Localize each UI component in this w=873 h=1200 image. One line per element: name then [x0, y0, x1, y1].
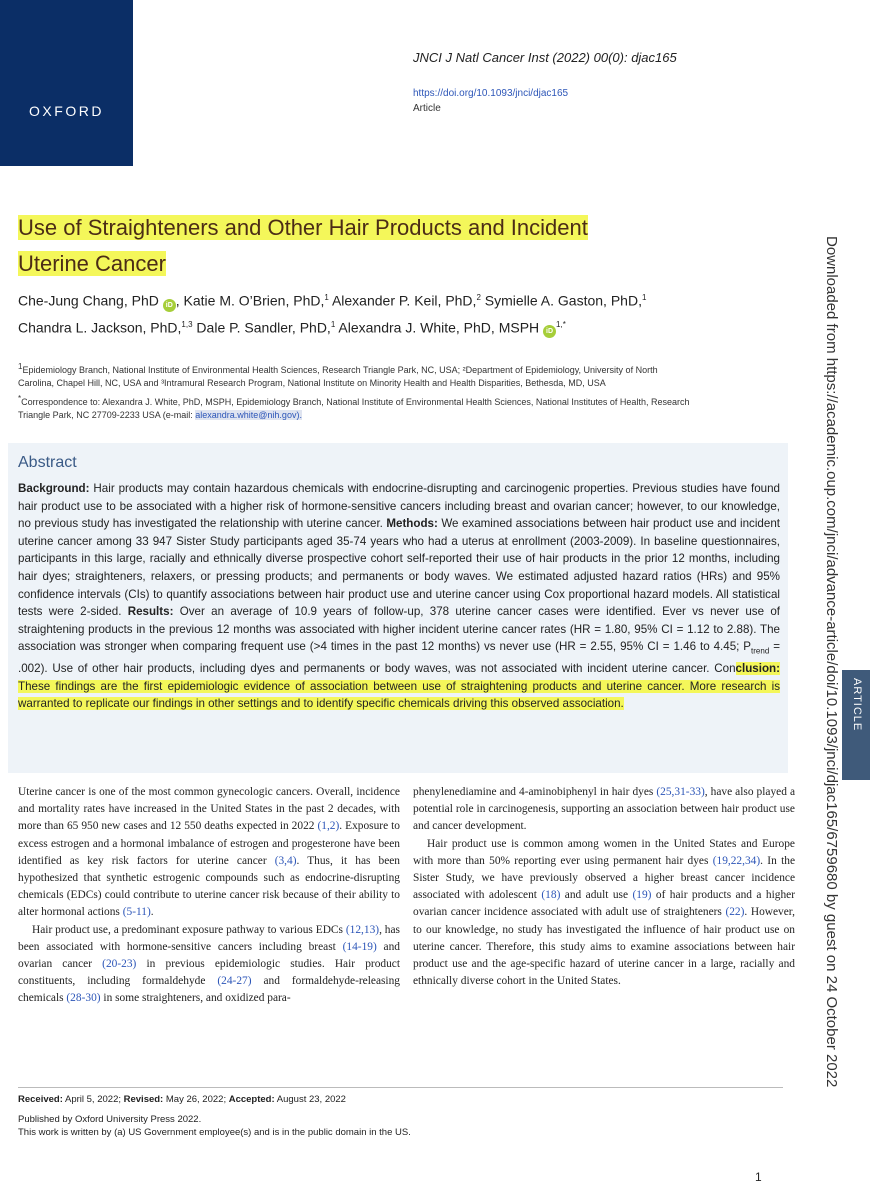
- page-title: Use of Straighteners and Other Hair Products and Incident Uterine Cancer: [18, 215, 588, 276]
- footer-divider: [18, 1087, 783, 1088]
- page-number: 1: [755, 1170, 762, 1184]
- doi-link[interactable]: https://doi.org/10.1093/jnci/djac165: [413, 88, 569, 99]
- abstract-heading: Abstract: [18, 454, 77, 471]
- publisher-note: Published by Oxford University Press 2022.: [18, 1114, 202, 1125]
- article-type: Article: [413, 103, 441, 114]
- history-dates: Received: April 5, 2022; Revised: May 26, 2022; Accepted: August 23, 2022: [18, 1094, 346, 1105]
- affiliations: $^1$Epidemiology Branch, National Institute of Environmental Health Sciences, Research Triangle Park, NC, USA; ²Department of Epidemiology, University of North Carolina, Chapel Hill, NC, USA and ³Intramural Research Program, National Institute on Minority Health and Health Disparities, Bethesda, MD, USA: [18, 362, 658, 388]
- article-tab: ARTICLE: [842, 670, 870, 780]
- correspondence: *Correspondence to: Alexandra J. White, PhD, MSPH, Epidemiology Branch, National Institute of Environmental Health Sciences, National Institutes of Health, Research Triangle Park, NC 27709-2233 USA (e-mail: alexandra.white@nih.gov).: [18, 394, 690, 420]
- public-domain-note: This work is written by (a) US Government employee(s) and is in the public domain in the US.: [18, 1127, 411, 1138]
- right-column: [413, 784, 795, 990]
- publisher-name: OXFORD: [29, 103, 104, 119]
- paragraph: Hair product use, a predominant exposure pathway to various EDCs (12,13), has been associated with hormone-sensitive cancers including breast (14-19) and ovarian cancer (20-23) in previous epidemiologic studies. Hair product constituents, including formaldehyde (24-27) and formaldehyde-releasing chemicals (28-30) in some straighteners, and oxidized para-: [18, 923, 401, 1005]
- orcid-icon[interactable]: iD: [543, 325, 556, 338]
- paragraph: Uterine cancer is one of the most common gynecologic cancers. Overall, incidence and mortality rates have increased in the United States in the past 2 decades, with more than 65 950 new cases and 12 550 deaths expected in 2022 (1,2). Exposure to excess estrogen and a hormonal imbalance of estrogen and progesterone have been identified as key risk factors for uterine cancer (3,4). Thus, it has been hypothesized that synthetic estrogenic compounds such as endocrine-disrupting chemicals (EDCs) could contribute to uterine cancer risk because of their ability to alter hormonal actions (5-11).: [18, 786, 400, 919]
- paragraph: phenylenediamine and 4-aminobiphenyl in hair dyes (25,31-33), have also played a potential role in carcinogenesis, supporting an association between hair product use and cancer development.: [413, 786, 795, 833]
- email-link[interactable]: alexandra.white@nih.gov).: [195, 410, 302, 420]
- paragraph: Hair product use is common among women in the United States and Europe with more than 50% reporting ever using permanent hair dyes (19,22,34). In the Sister Study, we have previously observed a higher breast cancer incidence associated with adolescent (18) and adult use (19) of hair products and a higher ovarian cancer incidence associated with adult use of straighteners (22). However, to our knowledge, no study has investigated the influence of hair product use on uterine cancer. Therefore, this study aims to examine associations between hair product use and the age-specific hazard of uterine cancer in a large, racially and ethnically diverse cohort in the United States.: [413, 837, 795, 988]
- oxford-logo: [0, 0, 133, 166]
- left-column: [18, 784, 400, 1008]
- orcid-icon[interactable]: iD: [163, 299, 176, 312]
- author-list: Che-Jung Chang, PhD iD , Katie M. O’Brien, PhD,$^1$ Alexander P. Keil, PhD,$^2$ Symielle A. Gaston, PhD,$^1$ Chandra L. Jackson, PhD,$^{1,3}$ Dale P. Sandler, PhD,$^1$ Alexandra J. White, PhD, MSPH $iD^{1,*}$: [18, 286, 798, 339]
- abstract-body: Background: Hair products may contain hazardous chemicals with endocrine-disrupting and carcinogenic properties. Previous studies have found hair product use to be associated with a higher risk of hormone-sensitive cancers including breast and ovarian cancer; however, to our knowledge, no previous study has investigated the relationship with uterine cancer. Methods: We examined associations between hair product use and incident uterine cancer among 33 947 Sister Study participants aged 35-74 years who had a uterus at enrollment (2003-2009). In baseline questionnaires, participants in this large, racially and ethnically diverse prospective cohort self-reported their use of hair products in the prior 12 months, including hair dyes; straighteners, relaxers, or pressing products; and permanents or body waves. We estimated adjusted hazard ratios (HRs) and 95% confidence intervals (CIs) to quantify associations between hair product use and uterine cancer using Cox proportional hazard models. All statistical tests were 2-sided. Results: Over an average of 10.9 years of follow-up, 378 uterine cancer cases were identified. Ever vs never use of straightening products in the previous 12 months was associated with higher incident uterine cancer rates (HR = 1.80, 95% CI = 1.12 to 2.88). The association was stronger when comparing frequent use (>4 times in the past 12 months) vs never use (HR = 2.55, 95% CI = 1.46 to 4.45; $P_{trend} = .002$). Use of other hair products, including dyes and permanents or body waves, was not associated with incident uterine cancer. Conclusion: These findings are the first epidemiologic evidence of association between use of straightening products and uterine cancer. More research is warranted to replicate our findings in other settings and to identify specific chemicals driving this observed association.: [18, 482, 780, 711]
- journal-citation: JNCI J Natl Cancer Inst (2022) 00(0): djac165: [413, 50, 677, 65]
- download-watermark: Downloaded from https://academic.oup.com/jnci/advance-article/doi/10.1093/jnci/djac165/6759680 by guest on 24 October 2022: [823, 236, 840, 1088]
